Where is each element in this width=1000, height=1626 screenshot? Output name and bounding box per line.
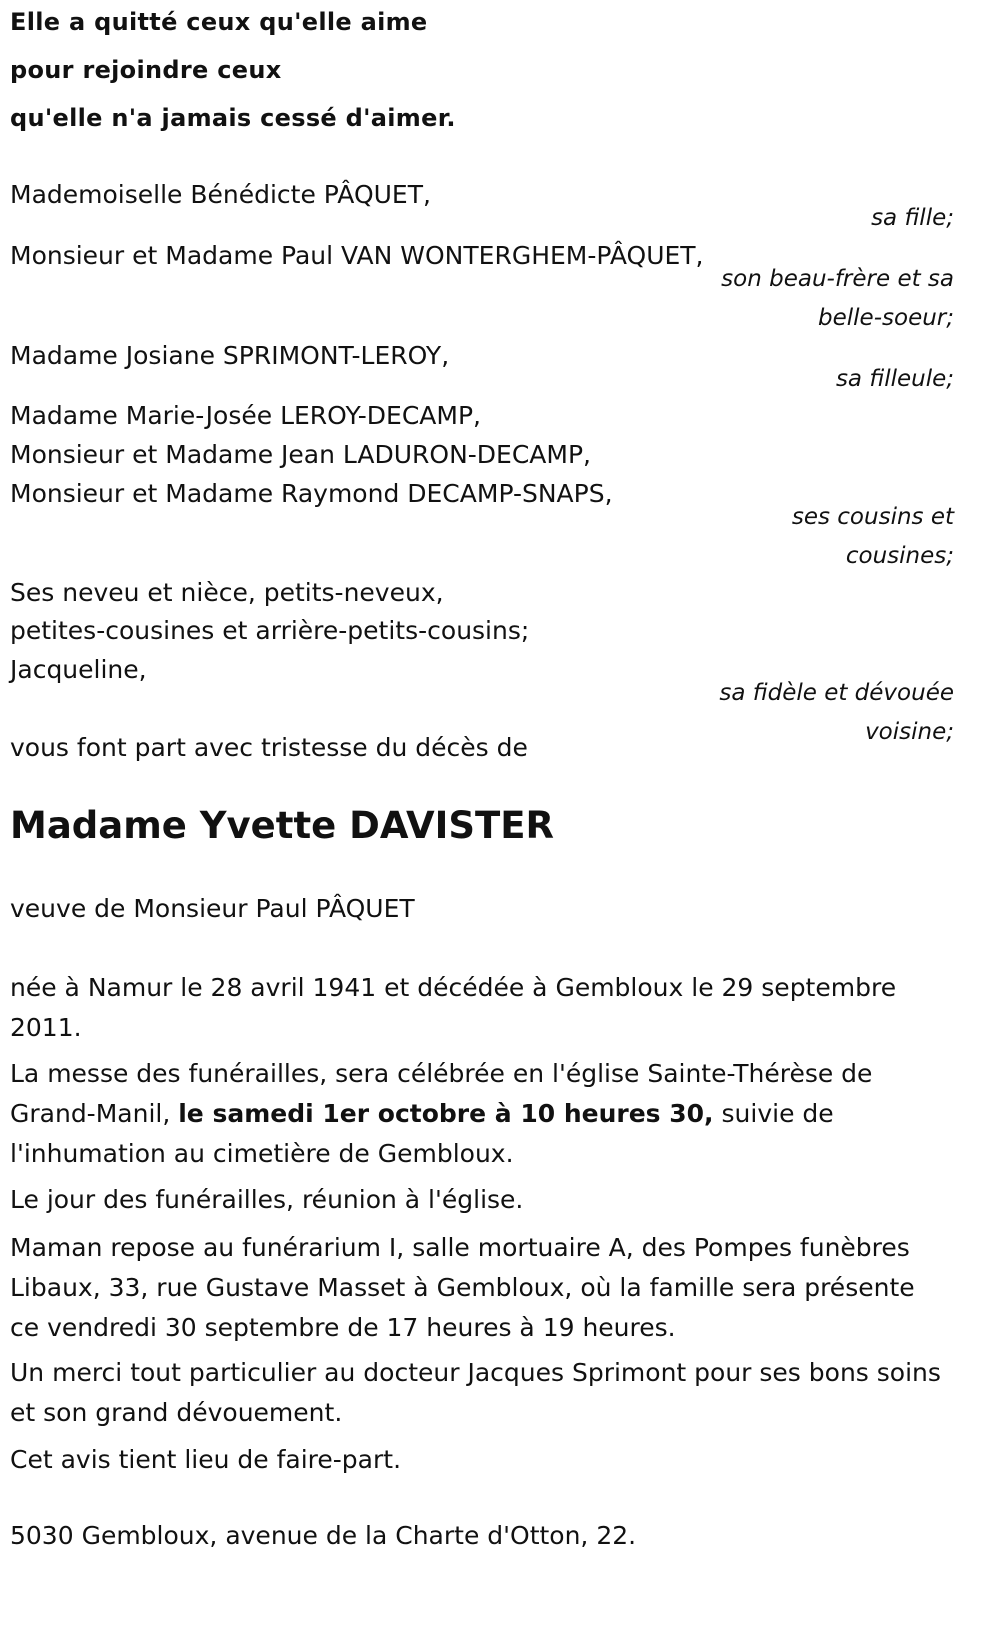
relation-voisine-2: voisine; bbox=[865, 719, 954, 745]
funerarium-info: Maman repose au funérarium I, salle mortuaire A, des Pompes funèbres Libaux, 33, rue Gustave Masset à Gembloux, où la famille sera présente ce vendredi 30 septembre de 17 heures à 19 heures. bbox=[10, 1233, 915, 1342]
reunion-note: Le jour des funérailles, réunion à l'église. bbox=[10, 1185, 524, 1214]
family-jacqueline: Jacqueline, bbox=[10, 655, 147, 684]
family-member-josiane: Madame Josiane SPRIMONT-LEROY, bbox=[10, 341, 450, 370]
relation-fille: sa fille; bbox=[871, 205, 954, 231]
deceased-name: Madame Yvette DAVISTER bbox=[10, 804, 555, 847]
family-member-marie-josee: Madame Marie-Josée LEROY-DECAMP, bbox=[10, 401, 481, 430]
mass-text-after: suivie de l'inhumation au cimetière de Gembloux. bbox=[10, 1099, 834, 1168]
family-member-van-wonterghem: Monsieur et Madame Paul VAN WONTERGHEM-PÂQUET, bbox=[10, 241, 704, 270]
mass-text-before: La messe des funérailles, sera célébrée en l'église Sainte-Thérèse de Grand-Manil, bbox=[10, 1059, 873, 1128]
birth-death-dates: née à Namur le 28 avril 1941 et décédée à Gembloux le 29 septembre 2011. bbox=[10, 973, 897, 1042]
relation-belle-soeur: belle-soeur; bbox=[818, 305, 954, 331]
notice-line: Cet avis tient lieu de faire-part. bbox=[10, 1445, 402, 1474]
relation-beau-frere: son beau-frère et sa bbox=[721, 266, 954, 292]
thanks-note: Un merci tout particulier au docteur Jacques Sprimont pour ses bons soins et son grand dévouement. bbox=[10, 1358, 941, 1427]
relation-cousines: cousines; bbox=[845, 543, 954, 569]
epigraph-line-3: qu'elle n'a jamais cessé d'aimer. bbox=[10, 104, 456, 132]
family-cousines: petites-cousines et arrière-petits-cousins; bbox=[10, 616, 530, 645]
funeral-mass bbox=[10, 1054, 950, 1174]
relation-filleule: sa filleule; bbox=[835, 366, 954, 392]
announcement-line: vous font part avec tristesse du décès de bbox=[10, 733, 528, 762]
epigraph-line-2: pour rejoindre ceux bbox=[10, 56, 282, 84]
family-neveu: Ses neveu et nièce, petits-neveux, bbox=[10, 578, 444, 607]
family-member-raymond: Monsieur et Madame Raymond DECAMP-SNAPS, bbox=[10, 479, 613, 508]
epigraph-line-1: Elle a quitté ceux qu'elle aime bbox=[10, 8, 428, 36]
relation-voisine-1: sa fidèle et dévouée bbox=[719, 680, 954, 706]
relation-cousins: ses cousins et bbox=[791, 504, 954, 530]
family-member-benedicte: Mademoiselle Bénédicte PÂQUET, bbox=[10, 180, 431, 209]
widow-of: veuve de Monsieur Paul PÂQUET bbox=[10, 894, 415, 923]
family-address: 5030 Gembloux, avenue de la Charte d'Otton, 22. bbox=[10, 1521, 637, 1550]
mass-date-time: le samedi 1er octobre à 10 heures 30, bbox=[178, 1099, 714, 1128]
family-member-jean: Monsieur et Madame Jean LADURON-DECAMP, bbox=[10, 440, 592, 469]
